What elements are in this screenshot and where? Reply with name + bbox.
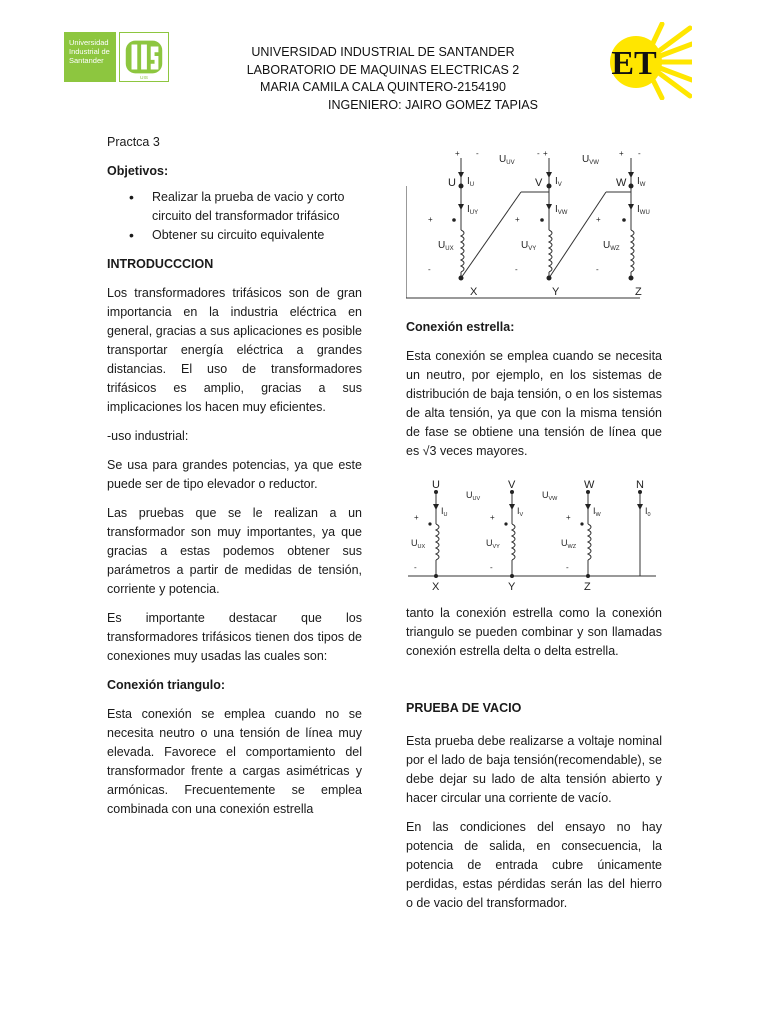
svg-text:+: + <box>596 215 601 224</box>
voltage-subscript: VY <box>528 246 537 252</box>
voltage-symbol: U <box>542 490 549 500</box>
right-column-top <box>406 318 662 461</box>
terminal-label: V <box>535 177 543 189</box>
et-logo-label: ET <box>611 45 657 82</box>
list-item: • Realizar la prueba de vacio y corto circuito del transformador trifásico <box>152 188 362 226</box>
svg-text:+: + <box>515 215 520 224</box>
terminal-label: Y <box>508 581 516 593</box>
line-voltage-label <box>582 154 599 166</box>
line-voltage-label <box>542 490 558 502</box>
header-university: UNIVERSIDAD INDUSTRIAL DE SANTANDER <box>251 45 515 59</box>
line-current-label <box>467 176 474 188</box>
uis-logo-text <box>64 32 116 82</box>
line-voltage-label <box>499 154 515 166</box>
phase-voltage-label <box>486 538 500 550</box>
et-logo-icon <box>600 22 692 100</box>
voltage-subscript: VY <box>492 544 500 550</box>
current-label <box>645 506 651 518</box>
no-load-test-heading: PRUEBA DE VACIO <box>406 701 522 715</box>
svg-text:-: - <box>515 265 518 274</box>
svg-text:+: + <box>543 150 548 158</box>
current-symbol: I <box>555 204 558 215</box>
svg-text:+: + <box>619 150 624 158</box>
current-symbol: I <box>645 506 648 516</box>
current-label <box>593 506 602 518</box>
svg-text:+: + <box>490 513 495 522</box>
voltage-subscript: VW <box>589 160 599 166</box>
voltage-subscript: VW <box>548 496 558 502</box>
voltage-symbol: U <box>582 154 590 165</box>
svg-text:-: - <box>476 150 479 158</box>
introduction-heading: INTRODUCCCION <box>107 257 214 271</box>
current-subscript: W <box>595 512 601 518</box>
terminal-label: U <box>448 177 456 189</box>
terminal-label: N <box>636 479 644 491</box>
current-subscript: WU <box>639 210 650 216</box>
voltage-subscript: UV <box>506 160 515 166</box>
voltage-subscript: WZ <box>567 544 577 550</box>
phase-voltage-label <box>521 240 536 252</box>
svg-text:-: - <box>414 563 417 572</box>
current-subscript: U <box>443 512 448 518</box>
phase-current-label <box>637 204 650 216</box>
voltage-symbol: U <box>486 538 493 548</box>
svg-text:+: + <box>414 513 419 522</box>
combination-paragraph: tanto la conexión estrella como la conexión triangulo se pueden combinar y son llamadas conexión estrella delta o delta estrella. <box>406 606 662 658</box>
voltage-symbol: U <box>411 538 418 548</box>
industrial-use-paragraph: Se usa para grandes potencias, ya que este puede ser de tipo elevador o reductor. <box>107 458 362 491</box>
terminal-label: Y <box>552 286 560 298</box>
terminal-label: Z <box>635 286 642 298</box>
terminal-label: X <box>432 581 440 593</box>
voltage-symbol: U <box>438 240 446 251</box>
star-connection-diagram <box>406 474 662 594</box>
phase-current-label <box>555 204 568 216</box>
right-column-bottom <box>406 604 662 913</box>
line-current-label <box>555 176 562 188</box>
current-subscript: V <box>557 182 562 188</box>
voltage-subscript: UV <box>472 496 481 502</box>
uis-logo <box>64 32 169 82</box>
header-engineer: INGENIERO: JAIRO GOMEZ TAPIAS <box>328 97 538 112</box>
uis-logo-line: Universidad <box>69 38 109 47</box>
uis-logo-line: Industrial de <box>69 47 110 56</box>
current-subscript: VW <box>557 210 568 216</box>
list-item: • Obtener su circuito equivalente <box>152 226 362 245</box>
current-symbol: I <box>467 176 470 187</box>
left-column <box>107 133 362 819</box>
current-subscript: U <box>469 182 475 188</box>
current-label <box>441 506 448 518</box>
current-symbol: I <box>637 204 640 215</box>
svg-text:+: + <box>566 513 571 522</box>
star-connection-heading: Conexión estrella: <box>406 320 515 334</box>
line-current-label <box>637 176 646 188</box>
voltage-subscript: UX <box>417 544 426 550</box>
current-subscript: UY <box>469 210 479 216</box>
svg-text:-: - <box>537 150 540 158</box>
industrial-use-heading: -uso industrial: <box>107 429 189 443</box>
phase-current-label <box>467 204 478 216</box>
phase-voltage-label <box>603 240 620 252</box>
terminal-label: W <box>584 479 595 491</box>
introduction-paragraph: Los transformadores trifásicos son de gran importancia en la industria eléctrica en general, gracias a sus aplicaciones es posible transportar energía eléctrica a grandes distancias. El uso de transformadores trifásicos es amplio, gracias a sus implicaciones los hacen muy eficientes. <box>107 286 362 414</box>
current-symbol: I <box>441 506 444 516</box>
svg-text:+: + <box>455 150 460 158</box>
objectives-list <box>107 188 362 245</box>
current-subscript: 0 <box>647 512 651 518</box>
svg-text:-: - <box>638 150 641 158</box>
current-symbol: I <box>467 204 470 215</box>
current-subscript: V <box>519 512 524 518</box>
current-symbol: I <box>637 176 640 187</box>
no-load-conditions-paragraph: En las condiciones del ensayo no hay potencia de salida, en consecuencia, la potencia de entrada cubre únicamente perdidas, estas pérdidas serán las del hierro o de vacio del transformador. <box>406 820 662 910</box>
phase-voltage-label <box>561 538 577 550</box>
delta-connection-diagram <box>406 150 662 302</box>
current-symbol: I <box>555 176 558 187</box>
voltage-symbol: U <box>521 240 529 251</box>
terminal-label: X <box>470 286 478 298</box>
objectives-heading: Objetivos: <box>107 164 169 178</box>
phase-voltage-label <box>438 240 454 252</box>
svg-text:+: + <box>428 215 433 224</box>
practice-number: Practca 3 <box>107 135 160 149</box>
svg-text:-: - <box>428 265 431 274</box>
uis-emblem-label: UIS <box>140 76 148 82</box>
current-symbol: I <box>517 506 520 516</box>
terminal-label: U <box>432 479 440 491</box>
voltage-symbol: U <box>561 538 568 548</box>
no-load-test-paragraph: Esta prueba debe realizarse a voltaje nominal por el lado de baja tensión(recomendable), se debe dejar su lado de alta tensión abierto y hacer circular una corriente de vacío. <box>406 734 662 805</box>
star-connection-paragraph: Esta conexión se emplea cuando se necesita un neutro, por ejemplo, en los sistemas de distribución de baja tensión, o en los sistemas de alta tensión, ya que con la misma tensión de fase se obtiene una tensión de línea que es √3 veces mayores. <box>406 349 662 458</box>
voltage-subscript: WZ <box>610 246 620 252</box>
terminal-label: W <box>616 177 627 189</box>
header-laboratory: LABORATORIO DE MAQUINAS ELECTRICAS 2 <box>246 62 520 77</box>
svg-text:-: - <box>566 563 569 572</box>
svg-text:-: - <box>490 563 493 572</box>
tests-paragraph: Las pruebas que se le realizan a un transformador son muy importantes, ya que gracias a estas podemos obtener sus parámetros a partir de medidas de tensión, corriente y potencia. <box>107 506 362 596</box>
terminal-label: Z <box>584 581 591 593</box>
voltage-symbol: U <box>499 154 507 165</box>
document-header <box>160 44 606 114</box>
voltage-symbol: U <box>466 490 473 500</box>
delta-connection-paragraph: Esta conexión se emplea cuando no se necesita neutro o una tensión de línea muy elevada. Favorece el comportamiento del transformador frente a cargas asimétricas y armónicas. Frecuentemente se emplea combinada con una conexión estrella <box>107 707 362 816</box>
voltage-subscript: UX <box>445 246 454 252</box>
delta-connection-heading: Conexión triangulo: <box>107 678 226 692</box>
phase-voltage-label <box>411 538 425 550</box>
uis-logo-line: Santander <box>69 56 104 65</box>
voltage-symbol: U <box>603 240 611 251</box>
connection-types-paragraph: Es importante destacar que los transformadores trifásicos tienen dos tipos de conexiones muy usadas las cuales son: <box>107 611 362 663</box>
header-student: MARIA CAMILA CALA QUINTERO-2154190 <box>260 80 506 94</box>
current-subscript: W <box>639 182 646 188</box>
line-voltage-label <box>466 490 480 502</box>
svg-text:-: - <box>596 265 599 274</box>
terminal-label: V <box>508 479 516 491</box>
current-symbol: I <box>593 506 596 516</box>
current-label <box>517 506 524 518</box>
